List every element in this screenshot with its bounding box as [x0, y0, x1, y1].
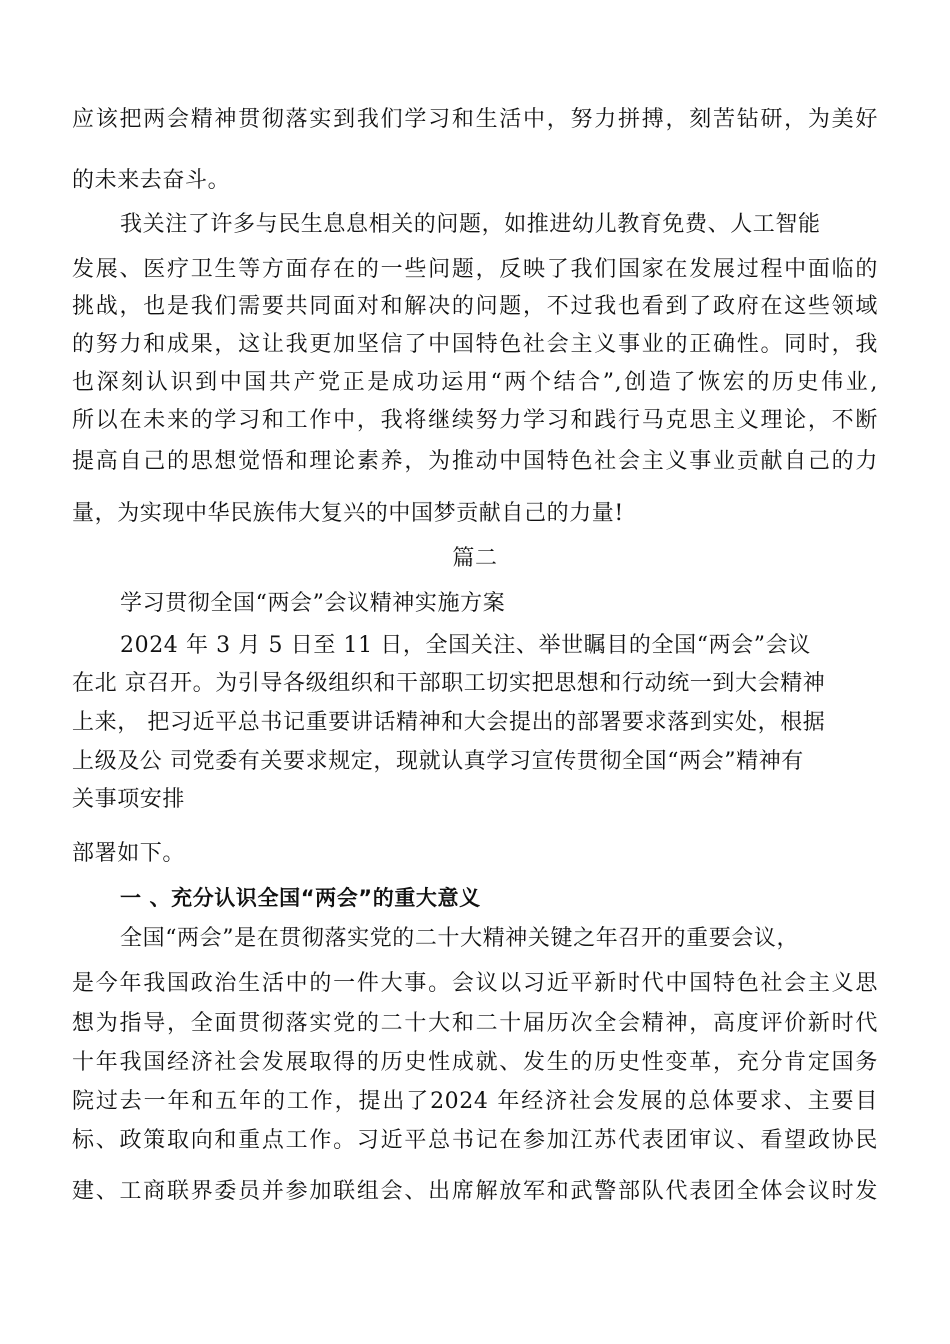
paragraph-line: 想为指导，全面贯彻落实党的二十大和二十届历次全会精神，高度评价新时代: [72, 1011, 878, 1036]
paragraph-line: 标、政策取向和重点工作。习近平总书记在参加江苏代表团审议、看望政协民: [72, 1128, 878, 1153]
paragraph-line: 所以在未来的学习和工作中，我将继续努力学习和践行马克思主义理论，不断: [72, 408, 878, 433]
paragraph-line: 院过去一年和五年的工作，提出了2024 年经济社会发展的总体要求、主要目: [72, 1089, 878, 1114]
paragraph-line: 关事项安排: [72, 787, 186, 812]
paragraph-line: 在北 京召开。为引导各级组织和干部职工切实把思想和行动统一到大会精神: [72, 671, 826, 696]
paragraph-line: 2024 年 3 月 5 日至 11 日，全国关注、举世瞩目的全国“两会”会议: [120, 633, 811, 658]
paragraph-line: 上级及公 司党委有关要求规定，现就认真学习宣传贯彻全国“两会”精神有: [72, 749, 804, 774]
paragraph-line: 也深刻认识到中国共产党正是成功运用“两个结合”,创造了恢宏的历史伟业,: [72, 370, 878, 395]
paragraph-line: 的努力和成果，这让我更加坚信了中国特色社会主义事业的正确性。同时，我: [72, 332, 878, 357]
paragraph-line: 全国“两会”是在贯彻落实党的二十大精神关键之年召开的重要会议，: [120, 926, 800, 951]
paragraph-line: 建、工商联界委员并参加联组会、出席解放军和武警部队代表团全体会议时发: [72, 1179, 878, 1204]
paragraph-line: 的未来去奋斗。: [72, 168, 231, 193]
paragraph-line: 应该把两会精神贯彻落实到我们学习和生活中，努力拼搏，刻苦钻研，为美好: [72, 107, 878, 132]
document-title: 学习贯彻全国“两会”会议精神实施方案: [120, 591, 506, 616]
section-title: 篇二: [452, 546, 498, 571]
paragraph-line: 提高自己的思想觉悟和理论素养，为推动中国特色社会主义事业贡献自己的力: [72, 449, 878, 474]
paragraph-line: 十年我国经济社会发展取得的历史性成就、发生的历史性变革，充分肯定国务: [72, 1050, 878, 1075]
paragraph-line: 是今年我国政治生活中的一件大事。会议以习近平新时代中国特色社会主义思: [72, 971, 878, 996]
paragraph-line: 部署如下。: [72, 841, 186, 866]
paragraph-line: 量，为实现中华民族伟大复兴的中国梦贡献自己的力量!: [72, 501, 624, 526]
paragraph-line: 上来， 把习近平总书记重要讲话精神和大会提出的部署要求落到实处，根据: [72, 710, 826, 735]
paragraph-line: 我关注了许多与民生息息相关的问题，如推进幼儿教育免费、人工智能: [120, 212, 821, 237]
section-heading: 一 、充分认识全国“两会”的重大意义: [120, 886, 481, 910]
paragraph-line: 挑战，也是我们需要共同面对和解决的问题，不过我也看到了政府在这些领域: [72, 294, 878, 319]
paragraph-line: 发展、医疗卫生等方面存在的一些问题，反映了我们国家在发展过程中面临的: [72, 257, 878, 282]
